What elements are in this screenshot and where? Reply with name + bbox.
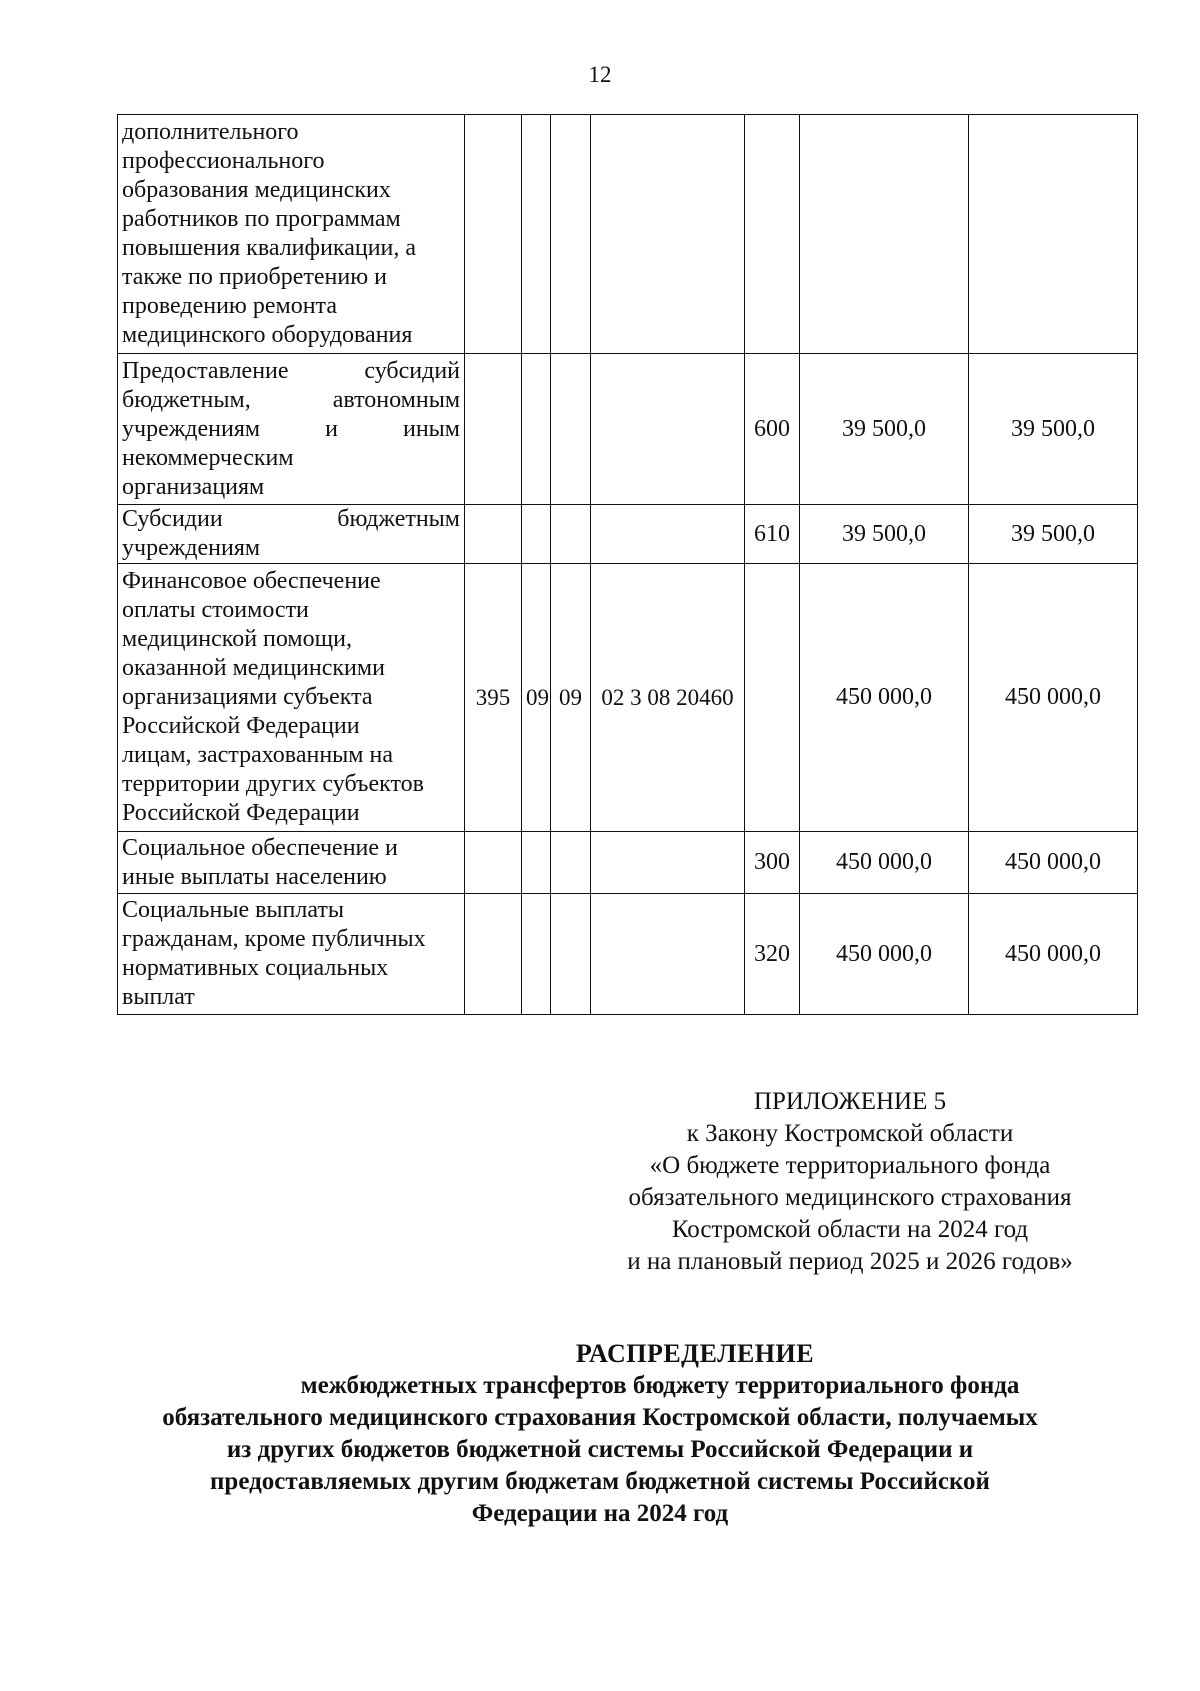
row-name-line: нормативных социальных: [122, 955, 389, 981]
expense-type-cell: 600: [745, 354, 800, 505]
row-name-line: учреждениям: [122, 535, 261, 561]
appendix-line: «О бюджете территориального фонда: [649, 1152, 1051, 1179]
appendix-line: и на плановый период 2025 и 2026 годов»: [627, 1248, 1073, 1275]
section-code-cell: 09: [522, 564, 551, 832]
row-name-line: Социальные выплаты: [122, 897, 345, 923]
amount-2025-cell: 39 500,0: [800, 505, 969, 564]
admin-code-cell: [465, 505, 522, 564]
heading-line: предоставляемых другим бюджетам бюджетной системы Российской: [210, 1468, 990, 1495]
row-name-line: повышения квалификации, а: [122, 235, 417, 261]
row-name-line: Субсидии бюджетным: [122, 506, 460, 532]
amount-2026-cell: [969, 115, 1138, 354]
amount-2025-cell: [800, 115, 969, 354]
amount-2026-cell: 450 000,0: [969, 832, 1138, 894]
row-name-line: бюджетным, автономным: [122, 386, 460, 413]
table-row: [118, 354, 1138, 505]
row-name-line: проведению ремонта: [122, 293, 337, 319]
row-name: [118, 832, 465, 894]
section-code-cell: [522, 894, 551, 1015]
expense-type-cell: [745, 115, 800, 354]
row-name-line: Финансовое обеспечение: [122, 568, 381, 594]
section-code-cell: [522, 505, 551, 564]
row-name-line: территории других субъектов: [122, 771, 424, 797]
subsection-code-cell: [551, 894, 591, 1015]
row-name-line: медицинской помощи,: [122, 626, 352, 652]
heading-line: из других бюджетов бюджетной системы Российской Федерации и: [226, 1436, 974, 1463]
appendix-title: ПРИЛОЖЕНИЕ 5: [753, 1088, 947, 1115]
row-name-line: иные выплаты населению: [122, 863, 387, 890]
amount-2026-cell: 450 000,0: [969, 894, 1138, 1015]
row-name: [118, 894, 465, 1015]
expense-type-cell: 610: [745, 505, 800, 564]
table-row: [118, 115, 1138, 354]
budget-table: [117, 114, 1138, 1015]
amount-2025-cell: 39 500,0: [800, 354, 969, 505]
row-name-line: оказанной медицинскими: [122, 655, 385, 681]
admin-code-cell: [465, 115, 522, 354]
row-name-line: Российской Федерации: [122, 713, 360, 739]
subsection-code-cell: [551, 832, 591, 894]
subsection-code-cell: [551, 115, 591, 354]
row-name-line: некоммерческим: [122, 444, 294, 471]
amount-2025-cell: 450 000,0: [800, 832, 969, 894]
heading-line: межбюджетных трансфертов бюджету территориального фонда: [300, 1372, 1020, 1399]
heading-title: РАСПРЕДЕЛЕНИЕ: [575, 1339, 815, 1368]
row-name-line: Социальное обеспечение и: [122, 834, 398, 861]
subsection-code-cell: [551, 354, 591, 505]
subsection-code-cell: [551, 505, 591, 564]
expense-type-cell: [745, 564, 800, 832]
row-name-line: образования медицинских: [122, 177, 391, 203]
admin-code-cell: 395: [465, 564, 522, 832]
row-name-line: учреждениям и иным: [122, 415, 460, 442]
admin-code-cell: [465, 894, 522, 1015]
target-code-cell: [591, 354, 745, 505]
row-name: [118, 115, 465, 354]
expense-type-cell: 320: [745, 894, 800, 1015]
amount-2026-cell: 450 000,0: [969, 564, 1138, 832]
section-code-cell: [522, 832, 551, 894]
row-name-line: профессионального: [122, 148, 325, 174]
row-name-line: медицинского оборудования: [122, 322, 413, 348]
page-number: 12: [588, 62, 612, 87]
expense-type-cell: 300: [745, 832, 800, 894]
target-code-cell: [591, 894, 745, 1015]
row-name: [118, 564, 465, 832]
row-name: [118, 505, 465, 564]
row-name-line: дополнительного: [122, 119, 299, 145]
row-name-line: выплат: [122, 984, 195, 1010]
table-row: [118, 564, 1138, 832]
appendix-line: обязательного медицинского страхования: [628, 1184, 1072, 1211]
appendix-block: [560, 1086, 1140, 1278]
document-heading: [0, 1338, 1200, 1530]
row-name: [118, 354, 465, 505]
target-code-cell: [591, 115, 745, 354]
section-code-cell: [522, 115, 551, 354]
row-name-line: оплаты стоимости: [122, 597, 309, 623]
row-name-line: лицам, застрахованным на: [122, 742, 393, 768]
appendix-line: к Закону Костромской области: [686, 1120, 1014, 1147]
table-row: [118, 894, 1138, 1015]
row-name-line: организациям: [122, 473, 265, 500]
section-code-cell: [522, 354, 551, 505]
target-code-cell: 02 3 08 20460: [591, 564, 745, 832]
row-name-line: гражданам, кроме публичных: [122, 926, 426, 952]
row-name-line: также по приобретению и: [122, 264, 388, 290]
admin-code-cell: [465, 354, 522, 505]
appendix-line: Костромской области на 2024 год: [671, 1216, 1029, 1243]
target-code-cell: [591, 832, 745, 894]
amount-2025-cell: 450 000,0: [800, 564, 969, 832]
heading-line: обязательного медицинского страхования Костромской области, получаемых: [162, 1404, 1038, 1431]
row-name-line: Российской Федерации: [122, 800, 360, 826]
amount-2026-cell: 39 500,0: [969, 354, 1138, 505]
target-code-cell: [591, 505, 745, 564]
subsection-code-cell: 09: [551, 564, 591, 832]
amount-2025-cell: 450 000,0: [800, 894, 969, 1015]
admin-code-cell: [465, 832, 522, 894]
table-row: [118, 505, 1138, 564]
row-name-line: Предоставление субсидий: [122, 357, 460, 384]
amount-2026-cell: 39 500,0: [969, 505, 1138, 564]
row-name-line: работников по программам: [122, 206, 401, 232]
heading-line: Федерации на 2024 год: [471, 1500, 729, 1527]
table-row: [118, 832, 1138, 894]
row-name-line: организациями субъекта: [122, 684, 373, 710]
